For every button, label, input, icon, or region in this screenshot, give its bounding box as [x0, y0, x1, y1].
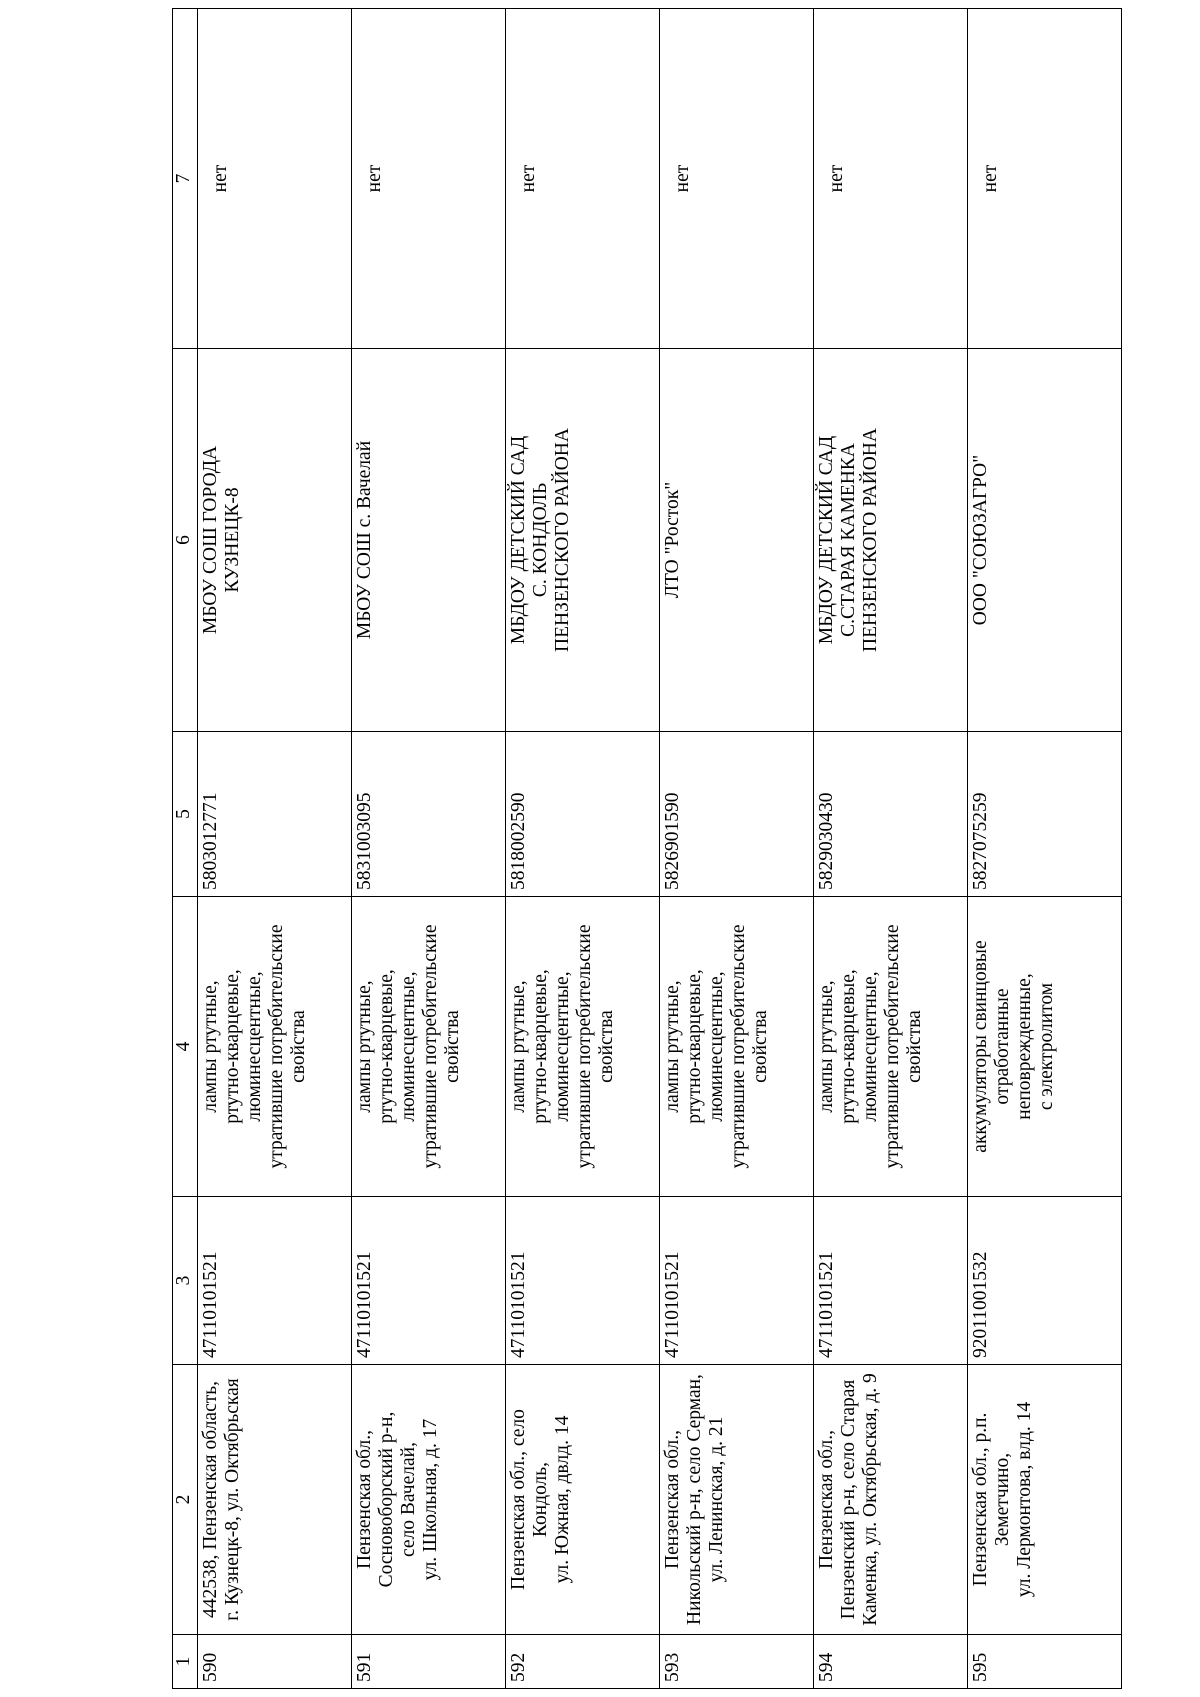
cell-number: 591 — [352, 1635, 506, 1689]
cell-waste-name-line: лампы ртутные, — [508, 980, 529, 1113]
cell-waste-name-line: ртутно-кварцевые, — [684, 969, 705, 1124]
cell-address-line: Никольский р-н, село Серман, — [684, 1374, 705, 1625]
cell-address — [660, 1365, 814, 1635]
cell-organization-line: ПЕНЗЕНСКОГО РАЙОНА — [860, 428, 881, 652]
table-row — [660, 9, 814, 1689]
waste-registry-table — [172, 8, 1122, 1689]
header-cell-waste: 4 — [173, 897, 198, 1197]
cell-waste-name-line: ртутно-кварцевые, — [530, 969, 551, 1124]
cell-waste-name-line: ртутно-кварцевые, — [376, 969, 397, 1124]
table-row — [198, 9, 352, 1689]
cell-waste-name-line: лампы ртутные, — [200, 980, 221, 1113]
cell-organization-line: МБОУ СОШ ГОРОДА — [200, 445, 221, 635]
cell-waste-name-line: люминесцентные, — [244, 971, 265, 1122]
cell-waste-name-line: люминесцентные, — [860, 971, 881, 1122]
cell-address-line: село Вачелай, — [398, 1442, 419, 1557]
cell-status: нет — [814, 9, 968, 349]
cell-waste-name — [506, 897, 660, 1197]
cell-address-line: ул. Южная, двлд. 14 — [552, 1415, 573, 1584]
cell-waste-name-line: лампы ртутные, — [816, 980, 837, 1113]
header-cell-org: 6 — [173, 349, 198, 732]
cell-inn: 5803012771 — [198, 732, 352, 897]
cell-inn: 5818002590 — [506, 732, 660, 897]
cell-waste-name-line: ртутно-кварцевые, — [838, 969, 859, 1124]
cell-address-line: Сосновоборский р-н, — [376, 1411, 397, 1588]
cell-waste-name — [660, 897, 814, 1197]
cell-address-line: Пензенская обл., — [662, 1430, 683, 1569]
table-row — [814, 9, 968, 1689]
cell-address — [814, 1365, 968, 1635]
cell-waste-name-line: люминесцентные, — [398, 971, 419, 1122]
cell-status: нет — [352, 9, 506, 349]
cell-waste-name-line: свойства — [750, 1010, 771, 1083]
cell-waste-name — [968, 897, 1122, 1197]
cell-waste-name-line: свойства — [442, 1010, 463, 1083]
cell-address — [968, 1365, 1122, 1635]
cell-organization — [352, 349, 506, 732]
cell-address-line: Пензенская обл., село Кондоль, — [508, 1409, 551, 1590]
cell-waste-code: 92011001532 — [968, 1197, 1122, 1365]
cell-address-line: Пензенская обл., р.п. Земетчино, — [970, 1412, 1013, 1587]
cell-organization — [660, 349, 814, 732]
cell-organization-line: ПЕНЗЕНСКОГО РАЙОНА — [552, 428, 573, 652]
cell-organization-line: ЛТО "Росток" — [662, 481, 683, 599]
cell-waste-name-line: утратившие потребительские — [420, 924, 441, 1169]
cell-waste-name-line: утратившие потребительские — [882, 924, 903, 1169]
cell-address — [198, 1365, 352, 1635]
cell-address-line: Пензенский р-н, село Старая — [838, 1379, 859, 1620]
cell-number: 592 — [506, 1635, 660, 1689]
header-cell-num: 1 — [173, 1635, 198, 1689]
cell-status: нет — [968, 9, 1122, 349]
cell-inn: 5829030430 — [814, 732, 968, 897]
cell-organization — [506, 349, 660, 732]
cell-waste-code: 47110101521 — [352, 1197, 506, 1365]
header-row — [173, 9, 198, 1689]
cell-waste-name-line: с электролитом — [1036, 982, 1057, 1111]
cell-waste-name-line: люминесцентные, — [552, 971, 573, 1122]
cell-organization-line: МБДОУ ДЕТСКИЙ САД — [816, 435, 837, 645]
cell-waste-name — [352, 897, 506, 1197]
cell-address — [506, 1365, 660, 1635]
cell-status: нет — [198, 9, 352, 349]
cell-waste-name-line: утратившие потребительские — [266, 924, 287, 1169]
cell-waste-name-line: свойства — [904, 1010, 925, 1083]
cell-organization-line: С.СТАРАЯ КАМЕНКА — [838, 443, 859, 637]
cell-waste-name-line: утратившие потребительские — [574, 924, 595, 1169]
cell-waste-code: 47110101521 — [814, 1197, 968, 1365]
cell-address-line: Каменка, ул. Октябрьская, д. 9 — [860, 1373, 881, 1626]
cell-waste-name — [198, 897, 352, 1197]
cell-waste-name-line: лампы ртутные, — [354, 980, 375, 1113]
cell-organization-line: МБДОУ ДЕТСКИЙ САД — [508, 435, 529, 645]
table-row — [352, 9, 506, 1689]
cell-organization — [968, 349, 1122, 732]
cell-address — [352, 1365, 506, 1635]
cell-organization — [814, 349, 968, 732]
cell-number: 590 — [198, 1635, 352, 1689]
header-cell-status: 7 — [173, 9, 198, 349]
cell-waste-name-line: лампы ртутные, — [662, 980, 683, 1113]
cell-organization — [198, 349, 352, 732]
cell-organization-line: МБОУ СОШ с. Вачелай — [354, 440, 375, 640]
cell-waste-name-line: утратившие потребительские — [728, 924, 749, 1169]
cell-status: нет — [506, 9, 660, 349]
cell-organization-line: ООО "СОЮЗАГРО" — [970, 454, 991, 626]
cell-inn: 5831003095 — [352, 732, 506, 897]
cell-waste-name-line: ртутно-кварцевые, — [222, 969, 243, 1124]
table-row — [506, 9, 660, 1689]
cell-waste-name-line: свойства — [596, 1010, 617, 1083]
cell-status: нет — [660, 9, 814, 349]
cell-address-line: 442538, Пензенская область, — [200, 1380, 221, 1619]
cell-waste-name-line: аккумуляторы свинцовые — [970, 940, 991, 1153]
cell-address-line: Пензенская обл., — [816, 1430, 837, 1569]
cell-waste-code: 47110101521 — [506, 1197, 660, 1365]
cell-address-line: ул. Школьная, д. 17 — [420, 1418, 441, 1581]
cell-waste-name — [814, 897, 968, 1197]
cell-inn: 5827075259 — [968, 732, 1122, 897]
header-cell-code: 3 — [173, 1197, 198, 1365]
cell-organization-line: С. КОНДОЛЬ — [530, 482, 551, 598]
cell-waste-name-line: люминесцентные, — [706, 971, 727, 1122]
cell-waste-code: 47110101521 — [660, 1197, 814, 1365]
cell-address-line: г. Кузнецк-8, ул. Октябрьская — [222, 1378, 243, 1621]
cell-address-line: ул. Ленинская, д. 21 — [706, 1416, 727, 1583]
cell-waste-name-line: свойства — [288, 1010, 309, 1083]
cell-waste-name-line: отработанные — [992, 988, 1013, 1105]
cell-address-line: Пензенская обл., — [354, 1430, 375, 1569]
rotated-table-wrapper — [172, 9, 1057, 1689]
cell-number: 595 — [968, 1635, 1122, 1689]
cell-waste-name-line: неповрежденные, — [1014, 973, 1035, 1120]
header-cell-inn: 5 — [173, 732, 198, 897]
cell-number: 593 — [660, 1635, 814, 1689]
cell-inn: 5826901590 — [660, 732, 814, 897]
cell-organization-line: КУЗНЕЦК-8 — [222, 487, 243, 593]
header-cell-address: 2 — [173, 1365, 198, 1635]
table-row — [968, 9, 1122, 1689]
cell-number: 594 — [814, 1635, 968, 1689]
cell-waste-code: 47110101521 — [198, 1197, 352, 1365]
cell-address-line: ул. Лермонтова, влд. 14 — [1014, 1401, 1035, 1598]
